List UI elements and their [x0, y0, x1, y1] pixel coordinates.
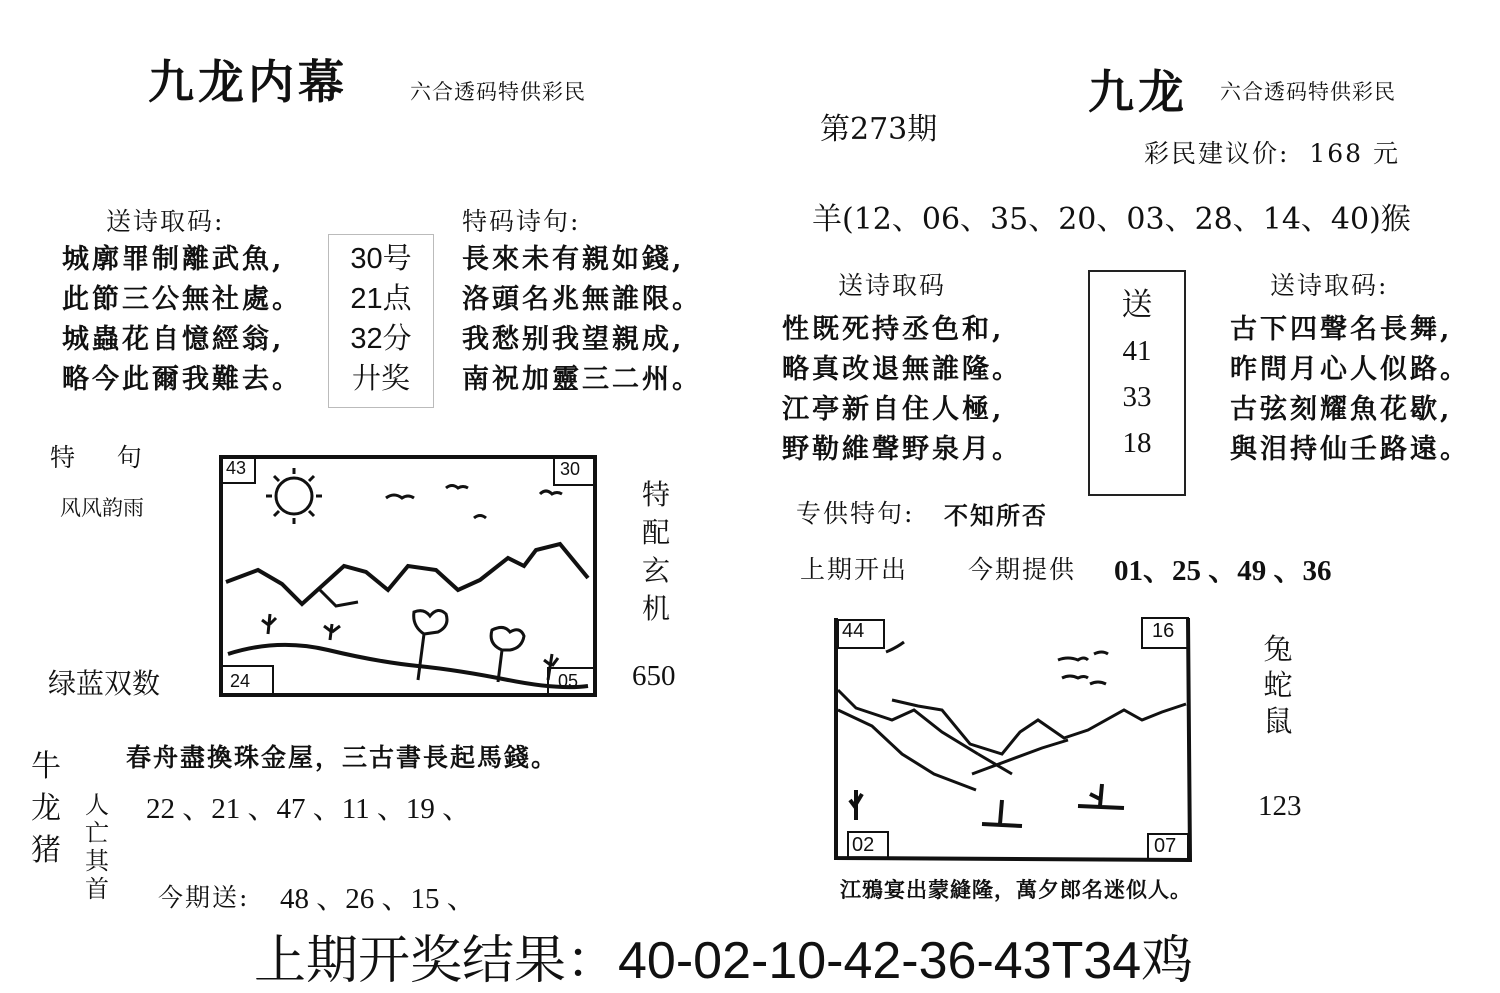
right-landscape-drawing: [832, 614, 1194, 862]
right-poem: [782, 310, 1022, 470]
left-corner-br: 05: [558, 671, 579, 691]
left-numbers-row: 22 、21 、47 、11 、19 、: [146, 793, 472, 825]
left-special-poem: [462, 240, 702, 400]
left-poem-heading: 送诗取码:: [106, 207, 225, 236]
zodiac-char: 猪: [31, 834, 61, 867]
send-box: [1088, 270, 1186, 496]
provide-numbers: 01、25 、49 、36: [1114, 555, 1332, 587]
right-animals: [1258, 632, 1298, 740]
right-subtitle: 六合透码特供彩民: [1220, 80, 1396, 104]
left-special-heading: 特码诗句:: [462, 207, 581, 236]
left-title: 九龙内幕: [148, 55, 348, 109]
left-poem-line: 略今此爾我難去。: [62, 364, 302, 395]
left-verse: 春舟盡換珠金屋，三古書長起馬錢。: [126, 743, 559, 772]
vertical-char: 玄: [641, 555, 670, 586]
send-box-label: 送: [1121, 287, 1153, 323]
right-poem2-line: 與泪持仙壬路遠。: [1230, 434, 1470, 465]
right-corner-tl: 44: [842, 620, 865, 642]
left-poem-line: 城廓罪制離武魚,: [62, 244, 285, 275]
sheep-row: 羊(12、06、35、20、03、28、14、40)猴: [812, 202, 1411, 237]
send-label: 今期送:: [158, 883, 250, 912]
zodiac-column: [28, 746, 64, 872]
send-numbers: 48 、26 、15 、: [280, 883, 476, 915]
zodiac-char: 牛: [31, 750, 61, 783]
right-poem2-line: 昨問月心人似路。: [1230, 354, 1470, 385]
right-poem2-line: 古下四聲名長舞,: [1230, 314, 1453, 345]
right-poem-line: 性既死持丞色和,: [782, 314, 1005, 345]
right-corner-tr: 16: [1152, 620, 1175, 642]
green-blue-label: 绿蓝双数: [48, 668, 161, 699]
left-special-line: 洛頭名兆無誰限。: [462, 284, 702, 315]
ren-char: 首: [85, 876, 109, 903]
provide-label: 今期提供: [968, 555, 1077, 584]
te-ju-label: 特 句: [50, 443, 144, 472]
right-corner-bl: 02: [852, 834, 875, 856]
ren-column: [82, 792, 112, 904]
left-num-650: 650: [632, 660, 676, 692]
animal-char: 蛇: [1263, 670, 1293, 702]
special-label: 专供特句:: [796, 499, 915, 528]
right-poem-line: 江亭新自住人極,: [782, 394, 1005, 425]
right-poem-line: 野勒維聲野泉月。: [782, 434, 1022, 465]
vertical-char: 特: [641, 479, 670, 510]
vertical-char: 机: [641, 593, 670, 624]
special-text: 不知所否: [944, 501, 1048, 530]
right-poem2-line: 古弦刻耀魚花歇,: [1230, 394, 1453, 425]
left-subtitle: 六合透码特供彩民: [410, 80, 586, 104]
right-poem-heading: 送诗取码: [838, 271, 947, 300]
left-corner-tl: 43: [226, 458, 247, 478]
right-verse: 江鴉宴出蒙縫隆，萬夕郎名迷似人。: [840, 877, 1192, 902]
ren-char: 人: [85, 792, 109, 819]
vertical-char: 配: [641, 517, 670, 548]
left-special-line: 我愁别我望親成,: [462, 324, 685, 355]
issue-number: 第273期: [820, 112, 938, 147]
left-landscape-drawing: [218, 454, 598, 698]
left-poem-line: 此節三公無社處。: [62, 284, 302, 315]
left-corner-tr: 30: [560, 459, 581, 479]
last-draw-result: 上期开奖结果：40-02-10-42-36-43T34鸡: [254, 932, 1194, 990]
zodiac-char: 龙: [31, 792, 61, 825]
right-title: 九龙: [1088, 65, 1188, 119]
date-box-hour: 21点: [350, 283, 412, 315]
right-poem2-heading: 送诗取码:: [1270, 271, 1389, 300]
left-vertical-label: [636, 476, 676, 628]
right-poem-line: 略真改退無誰隆。: [782, 354, 1022, 385]
right-poem2: [1230, 310, 1470, 470]
te-ju-text: 风风韵雨: [60, 497, 144, 520]
left-special-line: 長來未有親如錢,: [462, 244, 685, 275]
date-box-draw: 廾奖: [351, 363, 410, 395]
ren-char: 亡: [85, 820, 109, 847]
ren-char: 其: [85, 848, 109, 875]
left-special-line: 南祝加靈三二州。: [462, 364, 702, 395]
send-box-number: 41: [1122, 335, 1152, 367]
left-poem: [62, 240, 302, 400]
right-corner-br: 07: [1154, 835, 1177, 857]
animal-char: 兔: [1263, 634, 1293, 666]
last-draw-label: 上期开出: [800, 555, 909, 584]
date-box-day: 30号: [350, 243, 412, 275]
left-poem-line: 城蟲花自憶經翁,: [62, 324, 285, 355]
send-box-number: 18: [1122, 427, 1152, 459]
left-corner-bl: 24: [230, 671, 251, 691]
price: 彩民建议价: 168 元: [1144, 139, 1400, 168]
date-box-minute: 32分: [350, 323, 412, 355]
left-date-box: [328, 234, 434, 408]
right-num-123: 123: [1258, 790, 1302, 822]
send-box-number: 33: [1122, 381, 1152, 413]
animal-char: 鼠: [1263, 706, 1293, 738]
